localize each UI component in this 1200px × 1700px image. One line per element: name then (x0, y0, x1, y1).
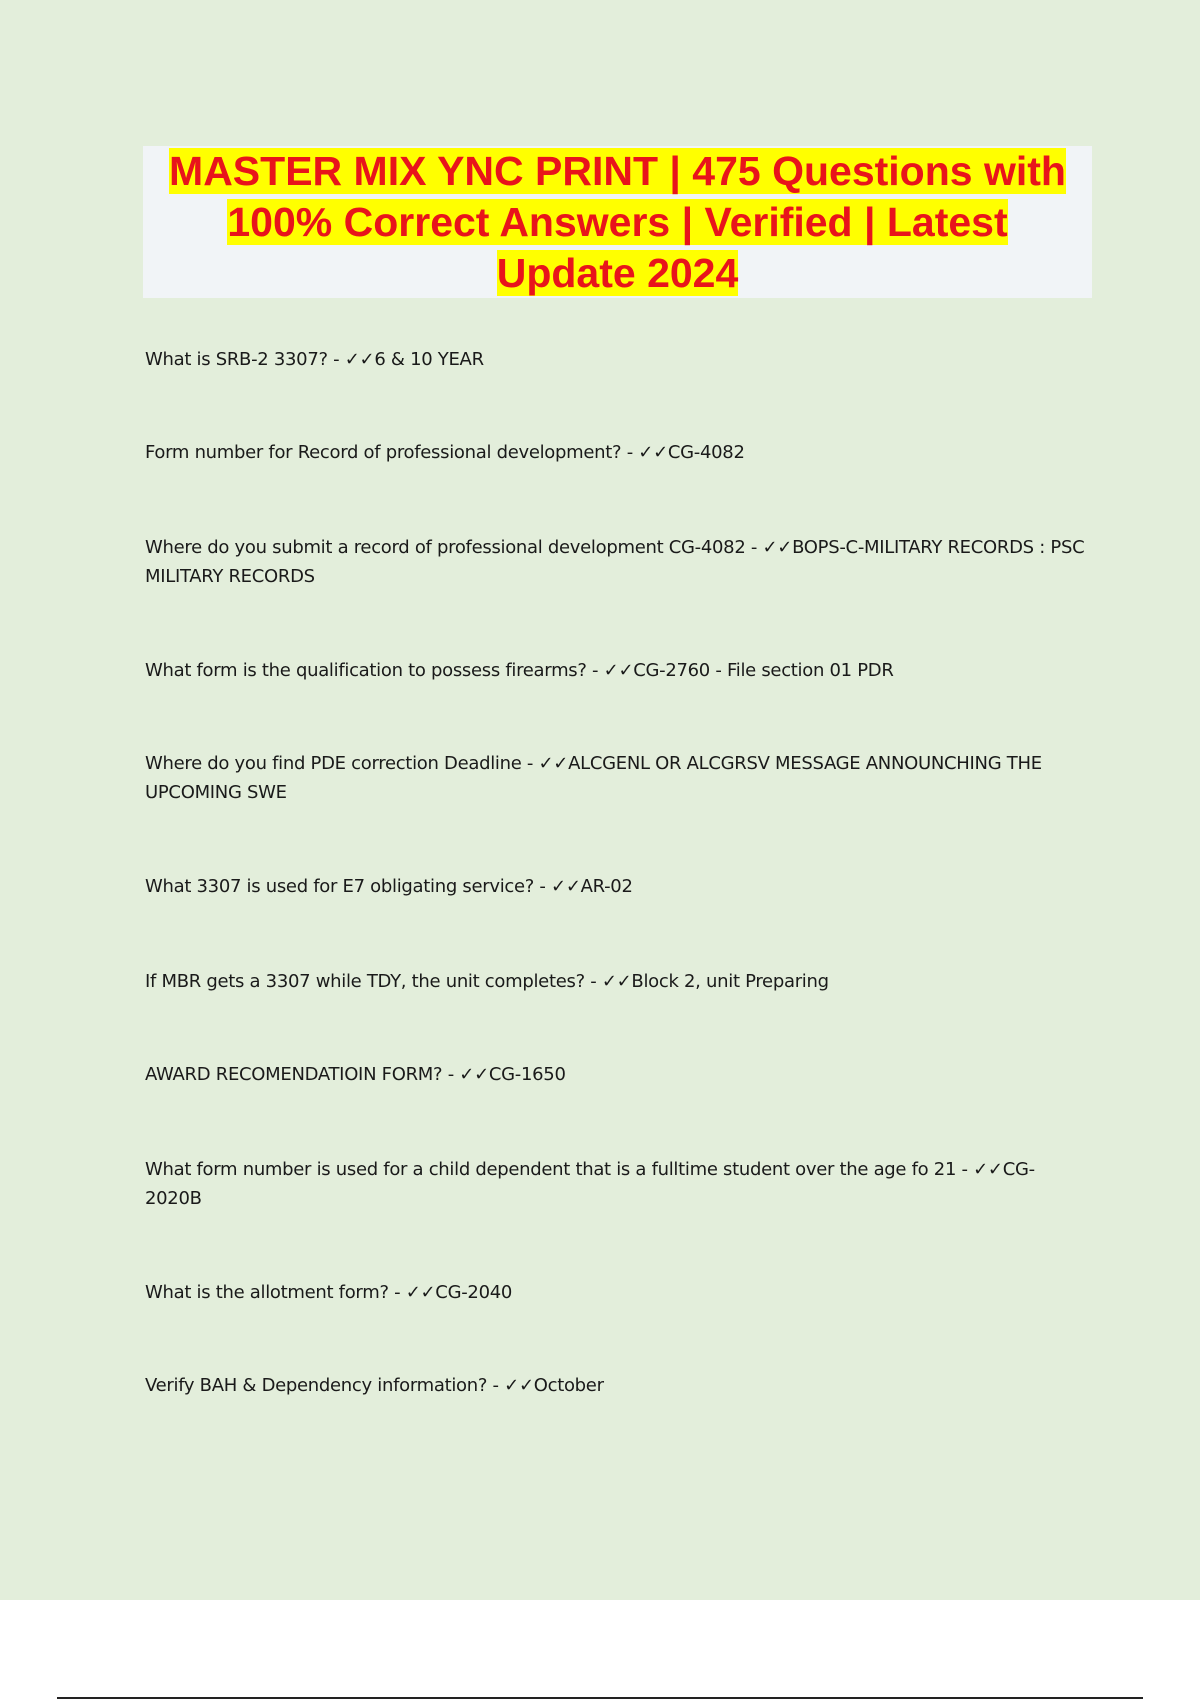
footer-divider (57, 1697, 1143, 1699)
qa-item: What is the allotment form? - ✓✓CG-2040 (145, 1282, 513, 1303)
qa-item: What form number is used for a child dependent that is a fulltime student over the age fo 21 - ✓✓CG-2020B (145, 1159, 1035, 1209)
qa-item: What is SRB-2 3307? - ✓✓6 & 10 YEAR (145, 349, 484, 370)
title-highlight: MASTER MIX YNC PRINT | 475 Questions with 100% Correct Answers | Verified | Latest Update 2024 (169, 147, 1066, 296)
qa-item: If MBR gets a 3307 while TDY, the unit completes? - ✓✓Block 2, unit Preparing (145, 971, 829, 992)
qa-item: Where do you find PDE correction Deadline - ✓✓ALCGENL OR ALCGRSV MESSAGE ANNOUNCHING THE UPCOMING SWE (145, 753, 1042, 803)
qa-item: Verify BAH & Dependency information? - ✓✓October (145, 1375, 604, 1396)
qa-item: What form is the qualification to possess firearms? - ✓✓CG-2760 - File section 01 PDR (145, 660, 894, 681)
title-box (143, 146, 1092, 298)
qa-item: What 3307 is used for E7 obligating service? - ✓✓AR-02 (145, 876, 633, 897)
document-title (168, 146, 1068, 299)
qa-item: Where do you submit a record of professional development CG-4082 - ✓✓BOPS-C-MILITARY RECORDS : PSC MILITARY RECORDS (145, 537, 1085, 587)
qa-item: Form number for Record of professional development? - ✓✓CG-4082 (145, 442, 745, 463)
qa-item: AWARD RECOMENDATIOIN FORM? - ✓✓CG-1650 (145, 1064, 566, 1085)
